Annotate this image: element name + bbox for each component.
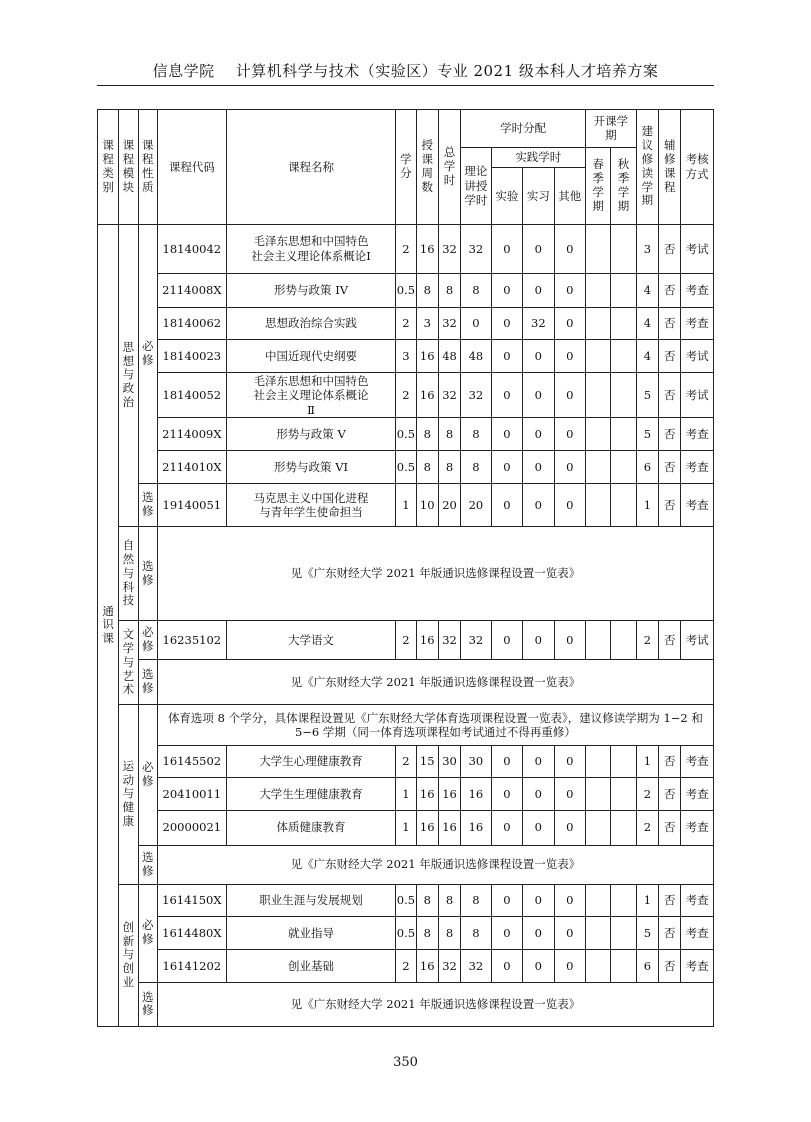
header-minor: 辅修课程 <box>659 110 681 225</box>
header-other: 其他 <box>554 168 585 224</box>
course-total: 48 <box>438 340 460 373</box>
nature-elective: 选修 <box>138 982 157 1026</box>
course-other: 0 <box>554 373 585 418</box>
course-exp: 0 <box>491 621 522 660</box>
course-term: 2 <box>636 777 658 810</box>
course-autumn <box>611 810 636 845</box>
course-intern: 0 <box>523 224 554 273</box>
course-weeks: 8 <box>416 418 438 451</box>
course-other: 0 <box>554 884 585 917</box>
course-minor: 否 <box>659 950 681 983</box>
course-total: 30 <box>438 746 460 778</box>
course-minor: 否 <box>659 373 681 418</box>
course-row <box>98 373 714 418</box>
elective-note-row <box>98 527 714 621</box>
course-theory: 32 <box>461 950 491 983</box>
nature-required: 必修 <box>138 621 157 660</box>
header-nature: 课程性质 <box>138 110 157 225</box>
course-intern: 0 <box>523 777 554 810</box>
course-minor: 否 <box>659 777 681 810</box>
course-assessment: 考查 <box>681 273 714 307</box>
course-exp: 0 <box>491 273 522 307</box>
course-exp: 0 <box>491 451 522 484</box>
course-intern: 0 <box>523 373 554 418</box>
course-row <box>98 917 714 950</box>
module-sports: 运动与健康 <box>119 705 138 884</box>
course-name: 思想政治综合实践 <box>226 307 395 340</box>
course-spring <box>586 273 611 307</box>
page-header <box>0 60 811 81</box>
course-autumn <box>611 418 636 451</box>
course-name: 毛泽东思想和中国特色社会主义理论体系概论Ⅱ <box>226 373 395 418</box>
course-spring <box>586 746 611 778</box>
course-minor: 否 <box>659 307 681 340</box>
course-assessment: 考试 <box>681 224 714 273</box>
course-other: 0 <box>554 484 585 527</box>
course-total: 8 <box>438 451 460 484</box>
course-total: 16 <box>438 777 460 810</box>
course-total: 20 <box>438 484 460 527</box>
course-autumn <box>611 451 636 484</box>
course-theory: 32 <box>461 621 491 660</box>
course-minor: 否 <box>659 884 681 917</box>
course-code: 18140062 <box>157 307 226 340</box>
course-credits: 1 <box>396 810 416 845</box>
course-theory: 16 <box>461 777 491 810</box>
course-theory: 32 <box>461 373 491 418</box>
course-other: 0 <box>554 917 585 950</box>
course-assessment: 考查 <box>681 484 714 527</box>
course-minor: 否 <box>659 621 681 660</box>
course-spring <box>586 224 611 273</box>
course-weeks: 16 <box>416 373 438 418</box>
course-autumn <box>611 307 636 340</box>
course-total: 32 <box>438 950 460 983</box>
course-term: 1 <box>636 746 658 778</box>
course-theory: 32 <box>461 224 491 273</box>
course-autumn <box>611 484 636 527</box>
course-other: 0 <box>554 621 585 660</box>
header-practice-hours: 实践学时 <box>491 147 585 167</box>
course-other: 0 <box>554 950 585 983</box>
category-general: 通识课 <box>98 224 119 1026</box>
nature-elective: 选修 <box>138 527 157 621</box>
course-minor: 否 <box>659 917 681 950</box>
course-code: 16145502 <box>157 746 226 778</box>
course-minor: 否 <box>659 340 681 373</box>
nature-elective: 选修 <box>138 660 157 705</box>
course-total: 8 <box>438 273 460 307</box>
course-term: 1 <box>636 884 658 917</box>
header-code: 课程代码 <box>157 110 226 225</box>
nature-required: 必修 <box>138 884 157 982</box>
course-name: 体质健康教育 <box>226 810 395 845</box>
curriculum-table <box>97 109 714 1027</box>
pe-note-row <box>98 705 714 746</box>
course-theory: 16 <box>461 810 491 845</box>
course-minor: 否 <box>659 810 681 845</box>
course-row <box>98 451 714 484</box>
course-assessment: 考查 <box>681 884 714 917</box>
course-autumn <box>611 950 636 983</box>
course-theory: 8 <box>461 884 491 917</box>
course-code: 18140052 <box>157 373 226 418</box>
module-literature: 文学与艺术 <box>119 621 138 705</box>
course-exp: 0 <box>491 340 522 373</box>
course-exp: 0 <box>491 917 522 950</box>
course-weeks: 3 <box>416 307 438 340</box>
elective-note: 见《广东财经大学 2021 年版通识选修课程设置一览表》 <box>157 982 713 1026</box>
course-theory: 48 <box>461 340 491 373</box>
course-spring <box>586 307 611 340</box>
header-name: 课程名称 <box>226 110 395 225</box>
course-exp: 0 <box>491 884 522 917</box>
header-hours-distribution: 学时分配 <box>461 110 586 148</box>
course-name: 职业生涯与发展规划 <box>226 884 395 917</box>
course-row <box>98 746 714 778</box>
header-internship: 实习 <box>523 168 554 224</box>
course-total: 32 <box>438 621 460 660</box>
course-exp: 0 <box>491 307 522 340</box>
course-exp: 0 <box>491 777 522 810</box>
course-credits: 0.5 <box>396 273 416 307</box>
course-weeks: 16 <box>416 950 438 983</box>
course-intern: 0 <box>523 273 554 307</box>
nature-elective: 选修 <box>138 845 157 884</box>
nature-required: 必修 <box>138 705 157 845</box>
nature-required: 必修 <box>138 224 157 483</box>
course-other: 0 <box>554 418 585 451</box>
course-credits: 3 <box>396 340 416 373</box>
course-exp: 0 <box>491 418 522 451</box>
course-other: 0 <box>554 307 585 340</box>
course-intern: 0 <box>523 451 554 484</box>
course-name: 毛泽东思想和中国特色社会主义理论体系概论Ⅰ <box>226 224 395 273</box>
course-theory: 0 <box>461 307 491 340</box>
course-name: 大学生生理健康教育 <box>226 777 395 810</box>
course-intern: 0 <box>523 884 554 917</box>
course-code: 18140023 <box>157 340 226 373</box>
course-row <box>98 224 714 273</box>
course-code: 20410011 <box>157 777 226 810</box>
header-autumn: 秋季学期 <box>611 147 636 224</box>
course-assessment: 考查 <box>681 418 714 451</box>
course-credits: 2 <box>396 224 416 273</box>
course-theory: 20 <box>461 484 491 527</box>
course-spring <box>586 451 611 484</box>
course-row <box>98 950 714 983</box>
course-row <box>98 307 714 340</box>
course-exp: 0 <box>491 224 522 273</box>
course-spring <box>586 484 611 527</box>
course-weeks: 8 <box>416 884 438 917</box>
course-weeks: 8 <box>416 917 438 950</box>
course-credits: 1 <box>396 484 416 527</box>
course-weeks: 10 <box>416 484 438 527</box>
course-spring <box>586 621 611 660</box>
course-total: 8 <box>438 884 460 917</box>
course-minor: 否 <box>659 273 681 307</box>
course-autumn <box>611 917 636 950</box>
course-exp: 0 <box>491 950 522 983</box>
course-credits: 2 <box>396 950 416 983</box>
course-theory: 8 <box>461 917 491 950</box>
course-total: 8 <box>438 917 460 950</box>
course-term: 5 <box>636 373 658 418</box>
header-theory-hours: 理论讲授学时 <box>461 147 491 224</box>
module-entrepreneurship: 创新与创业 <box>119 884 138 1027</box>
course-other: 0 <box>554 224 585 273</box>
header-category: 课程类别 <box>98 110 119 225</box>
course-code: 16235102 <box>157 621 226 660</box>
course-name: 创业基础 <box>226 950 395 983</box>
course-row <box>98 777 714 810</box>
course-autumn <box>611 746 636 778</box>
elective-note: 见《广东财经大学 2021 年版通识选修课程设置一览表》 <box>157 845 713 884</box>
header-term-open: 开课学期 <box>586 110 637 148</box>
course-term: 2 <box>636 810 658 845</box>
course-weeks: 16 <box>416 621 438 660</box>
course-term: 4 <box>636 273 658 307</box>
course-weeks: 8 <box>416 451 438 484</box>
course-credits: 0.5 <box>396 451 416 484</box>
course-assessment: 考查 <box>681 777 714 810</box>
header-divider <box>97 85 714 86</box>
course-exp: 0 <box>491 373 522 418</box>
course-term: 3 <box>636 224 658 273</box>
course-code: 19140051 <box>157 484 226 527</box>
module-science: 自然与科技 <box>119 527 138 621</box>
course-term: 6 <box>636 950 658 983</box>
elective-note-row <box>98 982 714 1026</box>
elective-note-row <box>98 845 714 884</box>
course-code: 20000021 <box>157 810 226 845</box>
course-assessment: 考试 <box>681 340 714 373</box>
elective-note-row <box>98 660 714 705</box>
course-credits: 0.5 <box>396 917 416 950</box>
course-minor: 否 <box>659 451 681 484</box>
course-name: 就业指导 <box>226 917 395 950</box>
course-credits: 2 <box>396 746 416 778</box>
course-code: 18140042 <box>157 224 226 273</box>
course-intern: 0 <box>523 484 554 527</box>
course-credits: 2 <box>396 307 416 340</box>
module-ideology: 思想与政治 <box>119 224 138 526</box>
course-name: 形势与政策 V <box>226 418 395 451</box>
course-row <box>98 340 714 373</box>
course-term: 4 <box>636 307 658 340</box>
course-spring <box>586 884 611 917</box>
course-intern: 0 <box>523 917 554 950</box>
course-autumn <box>611 884 636 917</box>
program-title: 计算机科学与技术（实验区）专业 2021 级本科人才培养方案 <box>235 62 659 80</box>
course-assessment: 考查 <box>681 917 714 950</box>
header-suggested-term: 建议修读学期 <box>636 110 658 225</box>
course-credits: 0.5 <box>396 418 416 451</box>
course-assessment: 考查 <box>681 810 714 845</box>
course-spring <box>586 950 611 983</box>
course-autumn <box>611 621 636 660</box>
course-code: 2114009X <box>157 418 226 451</box>
course-term: 1 <box>636 484 658 527</box>
course-intern: 0 <box>523 950 554 983</box>
header-total-hours: 总学时 <box>438 110 460 225</box>
nature-elective: 选修 <box>138 484 157 527</box>
course-other: 0 <box>554 340 585 373</box>
elective-note: 见《广东财经大学 2021 年版通识选修课程设置一览表》 <box>157 660 713 705</box>
course-intern: 0 <box>523 810 554 845</box>
course-row <box>98 418 714 451</box>
course-credits: 2 <box>396 621 416 660</box>
course-weeks: 16 <box>416 810 438 845</box>
course-assessment: 考查 <box>681 451 714 484</box>
header-module: 课程模块 <box>119 110 138 225</box>
course-row <box>98 884 714 917</box>
header-spring: 春季学期 <box>586 147 611 224</box>
course-theory: 8 <box>461 451 491 484</box>
course-exp: 0 <box>491 484 522 527</box>
course-name: 马克思主义中国化进程与青年学生使命担当 <box>226 484 395 527</box>
header-weeks: 授课周数 <box>416 110 438 225</box>
course-exp: 0 <box>491 746 522 778</box>
course-total: 8 <box>438 418 460 451</box>
course-weeks: 15 <box>416 746 438 778</box>
course-spring <box>586 340 611 373</box>
course-name: 大学语文 <box>226 621 395 660</box>
course-code: 2114008X <box>157 273 226 307</box>
course-other: 0 <box>554 746 585 778</box>
course-code: 1614480X <box>157 917 226 950</box>
course-total: 16 <box>438 810 460 845</box>
page-number: 350 <box>393 1055 418 1070</box>
course-row <box>98 484 714 527</box>
course-minor: 否 <box>659 484 681 527</box>
course-assessment: 考查 <box>681 746 714 778</box>
header-assessment: 考核方式 <box>681 110 714 225</box>
course-credits: 2 <box>396 373 416 418</box>
course-intern: 0 <box>523 418 554 451</box>
course-name: 大学生心理健康教育 <box>226 746 395 778</box>
course-intern: 0 <box>523 621 554 660</box>
course-name: 形势与政策 VI <box>226 451 395 484</box>
course-spring <box>586 810 611 845</box>
course-term: 5 <box>636 418 658 451</box>
course-credits: 1 <box>396 777 416 810</box>
college-name: 信息学院 <box>152 62 215 80</box>
course-name: 形势与政策 IV <box>226 273 395 307</box>
course-exp: 0 <box>491 810 522 845</box>
course-row <box>98 810 714 845</box>
course-other: 0 <box>554 810 585 845</box>
course-assessment: 考试 <box>681 621 714 660</box>
course-autumn <box>611 340 636 373</box>
elective-note: 见《广东财经大学 2021 年版通识选修课程设置一览表》 <box>157 527 713 621</box>
course-term: 4 <box>636 340 658 373</box>
course-row <box>98 273 714 307</box>
course-credits: 0.5 <box>396 884 416 917</box>
course-weeks: 16 <box>416 340 438 373</box>
course-other: 0 <box>554 451 585 484</box>
course-theory: 8 <box>461 418 491 451</box>
course-other: 0 <box>554 273 585 307</box>
course-minor: 否 <box>659 224 681 273</box>
course-total: 32 <box>438 224 460 273</box>
course-spring <box>586 917 611 950</box>
course-code: 16141202 <box>157 950 226 983</box>
course-row <box>98 621 714 660</box>
header-experiment: 实验 <box>491 168 522 224</box>
course-total: 32 <box>438 373 460 418</box>
course-theory: 30 <box>461 746 491 778</box>
course-autumn <box>611 373 636 418</box>
course-intern: 0 <box>523 340 554 373</box>
course-term: 6 <box>636 451 658 484</box>
course-autumn <box>611 777 636 810</box>
course-weeks: 16 <box>416 224 438 273</box>
course-autumn <box>611 273 636 307</box>
course-theory: 8 <box>461 273 491 307</box>
course-minor: 否 <box>659 746 681 778</box>
course-term: 5 <box>636 917 658 950</box>
course-weeks: 16 <box>416 777 438 810</box>
course-minor: 否 <box>659 418 681 451</box>
course-code: 1614150X <box>157 884 226 917</box>
course-assessment: 考查 <box>681 307 714 340</box>
course-name: 中国近现代史纲要 <box>226 340 395 373</box>
course-assessment: 考试 <box>681 373 714 418</box>
course-intern: 0 <box>523 746 554 778</box>
course-spring <box>586 418 611 451</box>
course-other: 0 <box>554 777 585 810</box>
header-credits: 学分 <box>396 110 416 225</box>
pe-note: 体育选项 8 个学分，具体课程设置见《广东财经大学体育选项课程设置一览表》，建议修读学期为 1−2 和 5−6 学期（同一体育选项课程如考试通过不得再重修） <box>157 705 713 746</box>
course-total: 32 <box>438 307 460 340</box>
course-intern: 32 <box>523 307 554 340</box>
header-row-1 <box>98 110 714 148</box>
course-spring <box>586 373 611 418</box>
course-spring <box>586 777 611 810</box>
course-weeks: 8 <box>416 273 438 307</box>
course-code: 2114010X <box>157 451 226 484</box>
course-assessment: 考查 <box>681 950 714 983</box>
course-term: 2 <box>636 621 658 660</box>
course-autumn <box>611 224 636 273</box>
